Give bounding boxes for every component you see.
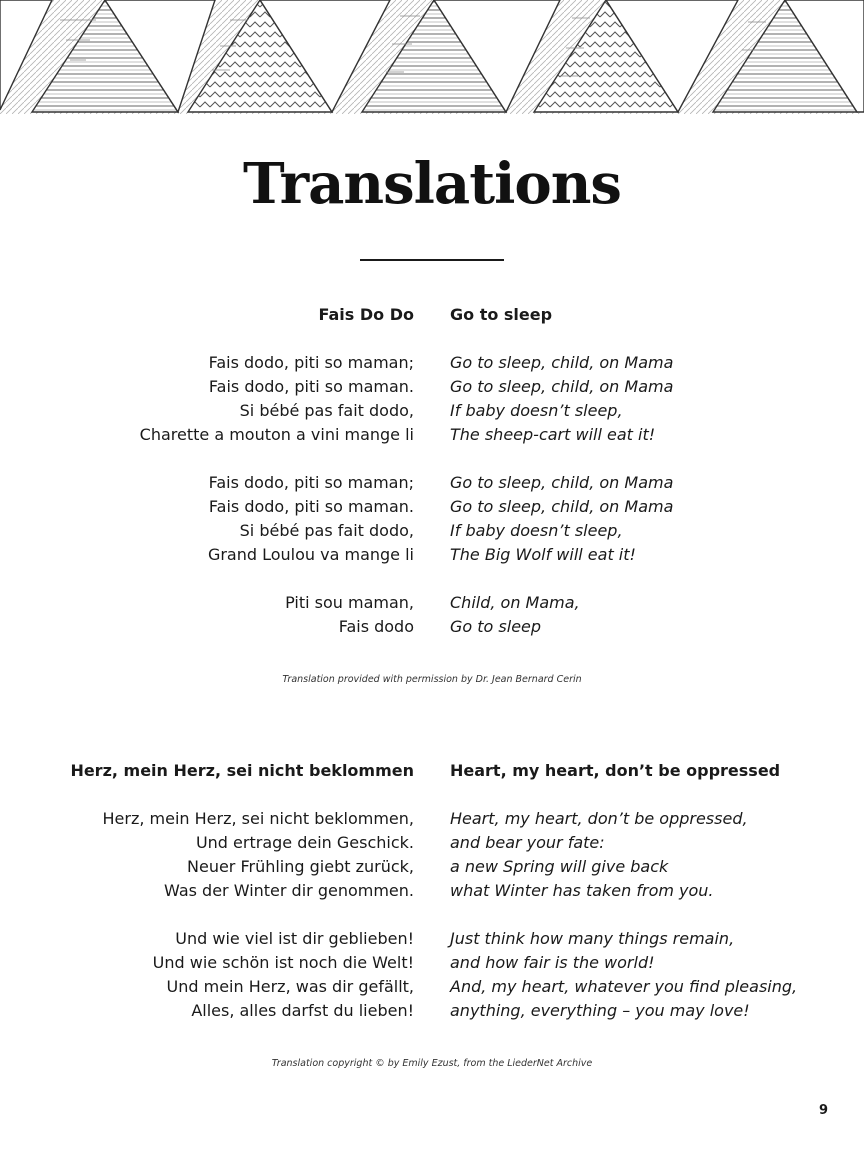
- tribal-pattern-banner: [0, 0, 864, 114]
- translation-line: Go to sleep, child, on Mama: [450, 353, 674, 372]
- translation-line: Go to sleep, child, on Mama: [450, 377, 674, 396]
- lyric-line: Alles, alles darfst du lieben!: [191, 1001, 414, 1020]
- page-title: Translations: [243, 151, 621, 217]
- translation-line: If baby doesn’t sleep,: [450, 401, 623, 420]
- translation-line: and how fair is the world!: [450, 953, 655, 972]
- lyric-line: Si bébé pas fait dodo,: [239, 521, 414, 540]
- translation-line: anything, everything – you may love!: [450, 1001, 750, 1020]
- original-lyrics-column: [140, 303, 414, 639]
- lyric-line: Fais dodo, piti so maman;: [208, 473, 414, 492]
- translation-credit: Translation copyright © by Emily Ezust, from the LiederNet Archive: [271, 1058, 593, 1069]
- lyric-line: Und mein Herz, was dir gefällt,: [166, 977, 414, 996]
- lyric-line: Und wie viel ist dir geblieben!: [175, 929, 414, 948]
- lyric-line: Und ertrage dein Geschick.: [195, 833, 414, 852]
- translation-line: Heart, my heart, don’t be oppressed,: [450, 809, 748, 828]
- lyric-line: Si bébé pas fait dodo,: [239, 401, 414, 420]
- translated-stanza: [450, 351, 673, 447]
- translation-line: The Big Wolf will eat it!: [450, 545, 636, 564]
- translation-column: [450, 759, 797, 1023]
- translation-line: a new Spring will give back: [450, 857, 669, 876]
- translation-line: Just think how many things remain,: [450, 929, 735, 948]
- translation-line: Go to sleep: [450, 617, 542, 636]
- lyric-line: Fais dodo, piti so maman.: [208, 377, 414, 396]
- translation-line: Go to sleep, child, on Mama: [450, 497, 674, 516]
- translation-line: The sheep-cart will eat it!: [450, 425, 656, 444]
- translation-line: what Winter has taken from you.: [450, 881, 714, 900]
- original-title: Fais Do Do: [318, 305, 414, 324]
- original-lyrics-column: [70, 759, 414, 1023]
- lyric-line: Und wie schön ist noch die Welt!: [152, 953, 414, 972]
- lyric-line: Fais dodo, piti so maman.: [208, 497, 414, 516]
- lyric-line: Piti sou maman,: [285, 593, 414, 612]
- original-stanza: [140, 471, 414, 567]
- translation-credit: Translation provided with permission by Dr. Jean Bernard Cerin: [282, 674, 582, 685]
- original-stanza: [140, 351, 414, 447]
- translated-stanza: [450, 807, 797, 903]
- lyric-line: Grand Loulou va mange li: [207, 545, 414, 564]
- original-stanza: [140, 591, 414, 639]
- translation-line: If baby doesn’t sleep,: [450, 521, 623, 540]
- translated-title: Go to sleep: [450, 305, 553, 324]
- page-number: 9: [818, 1103, 828, 1118]
- original-stanza: [70, 807, 414, 903]
- translation-column: [450, 303, 673, 639]
- translation-line: and bear your fate:: [450, 833, 605, 852]
- lyric-line: Fais dodo, piti so maman;: [208, 353, 414, 372]
- original-title: Herz, mein Herz, sei nicht beklommen: [70, 761, 414, 780]
- translated-stanza: [450, 927, 797, 1023]
- lyric-line: Fais dodo: [338, 617, 414, 636]
- translation-line: Go to sleep, child, on Mama: [450, 473, 674, 492]
- lyric-line: Herz, mein Herz, sei nicht beklommen,: [102, 809, 414, 828]
- translated-stanza: [450, 591, 673, 639]
- translation-line: Child, on Mama,: [450, 593, 580, 612]
- original-stanza: [70, 927, 414, 1023]
- translated-stanza: [450, 471, 673, 567]
- translation-line: And, my heart, whatever you find pleasing,: [450, 977, 798, 996]
- lyric-line: Was der Winter dir genommen.: [164, 881, 414, 900]
- lyric-line: Charette a mouton a vini mange li: [139, 425, 414, 444]
- lyric-line: Neuer Frühling giebt zurück,: [187, 857, 414, 876]
- title-divider: [360, 259, 504, 261]
- translated-title: Heart, my heart, don’t be oppressed: [450, 761, 781, 780]
